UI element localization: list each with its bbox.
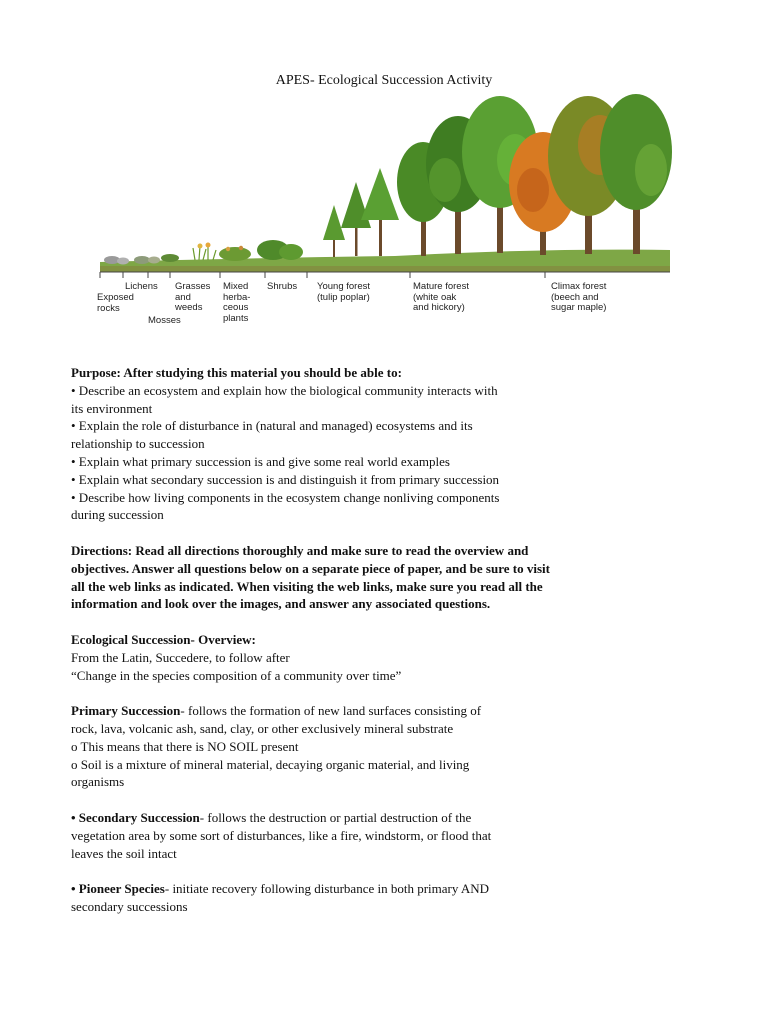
purpose-bullet: • Describe an ecosystem and explain how the biological community interacts with [71,382,498,398]
moss [161,254,179,262]
shrub [279,244,303,260]
label-shrubs: Shrubs [267,281,298,292]
pioneer-species-line [71,880,671,898]
primary-sub-point: o Soil is a mixture of mineral material, decaying organic material, and living [71,756,470,772]
herbaceous-plants [219,247,251,261]
secondary-term: • Secondary Succession [71,809,200,825]
lichen-rock [134,256,150,264]
directions-line: all the web links as indicated. When visiting the web links, make sure you read all the [71,578,543,594]
young-forest [323,168,399,257]
label-mature-forest: Mature forest (white oak and hickory) [413,281,469,313]
purpose-bullet: during succession [71,507,164,523]
weed-flower [206,243,211,248]
secondary-def-line: leaves the soil intact [71,845,177,861]
document-title: APES- Ecological Succession Activity [275,73,493,88]
label-mosses: Mosses [148,315,181,326]
secondary-def: - follows the destruction or partial destruction of the [199,809,472,825]
pioneer-def-line: secondary successions [71,898,188,914]
rock [117,258,129,265]
primary-term: Primary Succession [71,703,181,719]
herb-flower [226,247,230,251]
purpose-bullet: • Explain the role of disturbance in (natural and managed) ecosystems and its [71,418,473,434]
purpose-bullet: • Explain what primary succession is and give some real world examples [71,453,450,469]
purpose-bullet: • Describe how living components in the ecosystem change nonliving components [71,489,500,505]
lichen-rock [148,257,160,264]
primary-def-line: rock, lava, volcanic ash, sand, clay, or other exclusively mineral substrate [71,720,454,736]
soil-band [100,266,670,272]
directions-line: Directions: Read all directions thoroughly and make sure to read the overview and [71,542,529,558]
purpose-heading: Purpose: After studying this material you should be able to: [71,365,402,380]
timeline-ticks [100,272,545,278]
directions-line: objectives. Answer all questions below on a separate piece of paper, and be sure to visit [71,560,550,576]
climax-forest [509,94,672,255]
label-grasses-weeds: Grasses and weeds [175,281,211,313]
label-lichens: Lichens [125,281,158,292]
herb-flower [239,246,243,250]
primary-def: - follows the formation of new land surfaces consisting of [180,703,482,719]
grasses [193,245,216,260]
label-mixed-herbaceous: Mixed herba- ceous plants [223,281,251,324]
document-body [71,364,671,916]
purpose-bullet: • Explain what secondary succession is and distinguish it from primary succession [71,471,500,487]
purpose-bullet: relationship to succession [71,436,205,452]
label-young-forest: Young forest (tulip poplar) [317,281,370,303]
primary-succession-line [71,702,671,720]
directions-line: information and look over the images, and answer any associated questions. [71,596,491,612]
weed-flower [198,244,203,249]
label-exposed-rocks: Exposed rocks [97,292,134,314]
primary-sub-point: o This means that there is NO SOIL present [71,738,299,754]
secondary-succession-line [71,809,671,827]
overview-line: From the Latin, Succedere, to follow after [71,649,290,665]
pioneer-def: - initiate recovery following disturbance in both primary AND [164,881,490,897]
overview-heading: Ecological Succession- Overview: [71,631,256,647]
purpose-bullet: its environment [71,400,153,416]
label-climax-forest: Climax forest (beech and sugar maple) [551,281,607,313]
overview-quote: “Change in the species composition of a community over time” [71,667,402,683]
primary-sub-point: organisms [71,774,125,790]
succession-figure [95,90,675,328]
pioneer-term: • Pioneer Species [71,881,165,897]
secondary-def-line: vegetation area by some sort of disturbances, like a fire, windstorm, or flood that [71,827,492,843]
